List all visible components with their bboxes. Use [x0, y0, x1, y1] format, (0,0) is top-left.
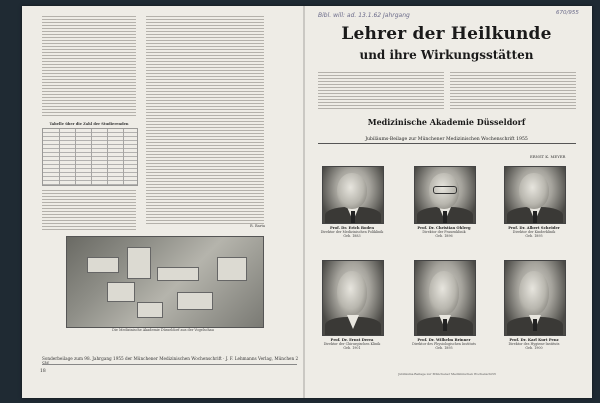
- table-title: Tabelle über die Zahl der Studierenden: [49, 122, 129, 126]
- left-text-column-2: [42, 188, 136, 232]
- left-text-column-3: [146, 14, 264, 224]
- portrait-4: [322, 260, 384, 336]
- page-title: Lehrer der Heilkunde: [341, 24, 552, 44]
- page-gutter: [303, 6, 305, 398]
- student-table: [42, 128, 138, 186]
- left-footer: Sonderbeilage zum 98. Jahrgang 1955 der Münchener Medizinischen Wochenschrift · J. F. Lehmanns Verlag, München 2: [42, 356, 299, 361]
- catalog-number: 670/955: [556, 10, 579, 16]
- portrait-6-caption: Prof. Dr. Karl Kurt Penz Direktor des Hygiene-Instituts Geb. 1900: [508, 338, 560, 351]
- subtitle: Medizinische Akademie Düsseldorf: [367, 117, 526, 127]
- right-footer: Jubiläums-Beilage zur Münchener Medizinischen Wochenschrift: [398, 372, 496, 376]
- photo-caption: Die Medizinische Akademie Düsseldorf aus der Vogelschau: [112, 328, 214, 332]
- portrait-2-caption: Prof. Dr. Christian Ohlerg Direktor der Frauenklinik Geb. 1896: [417, 226, 471, 239]
- portrait-3-caption: Prof. Dr. Albert Schröder Direktor der Kinderklinik Geb. 1895: [508, 226, 560, 239]
- handwritten-note: Bibl. will: ad. 13.1.62 Jahrgang: [318, 12, 410, 19]
- portrait-4-caption: Prof. Dr. Ernst Derra Direktor der Chirurgischen Klinik Geb. 1901: [323, 338, 381, 351]
- header-rule: [318, 143, 576, 144]
- portrait-2: [414, 166, 476, 224]
- portrait-1: [322, 166, 384, 224]
- portrait-1-caption: Prof. Dr. Erich Boden Direktor der Medizinischen Poliklinik Geb. 1883: [320, 226, 384, 239]
- portrait-3: [504, 166, 566, 224]
- page-number: 18: [40, 369, 46, 374]
- portrait-5: [414, 260, 476, 336]
- portrait-5-caption: Prof. Dr. Wilhelm Brinner Direktor des Physiologischen Instituts Geb. 1895: [412, 338, 476, 351]
- page-title-line2: und ihre Wirkungsstätten: [359, 48, 534, 62]
- left-footer-rule: [42, 364, 297, 365]
- right-intro-column-2: [450, 70, 576, 110]
- supplement-line: Jubiläums-Beilage zur Münchener Medizinischen Wochenschrift 1955: [365, 137, 528, 142]
- right-intro-column-1: [318, 70, 444, 110]
- author: ERNST K. MEYER: [530, 154, 566, 159]
- left-text-column-1: [42, 14, 136, 118]
- portrait-6: [504, 260, 566, 336]
- aerial-photo: [66, 236, 264, 328]
- article-signature: R. Barta: [250, 224, 266, 228]
